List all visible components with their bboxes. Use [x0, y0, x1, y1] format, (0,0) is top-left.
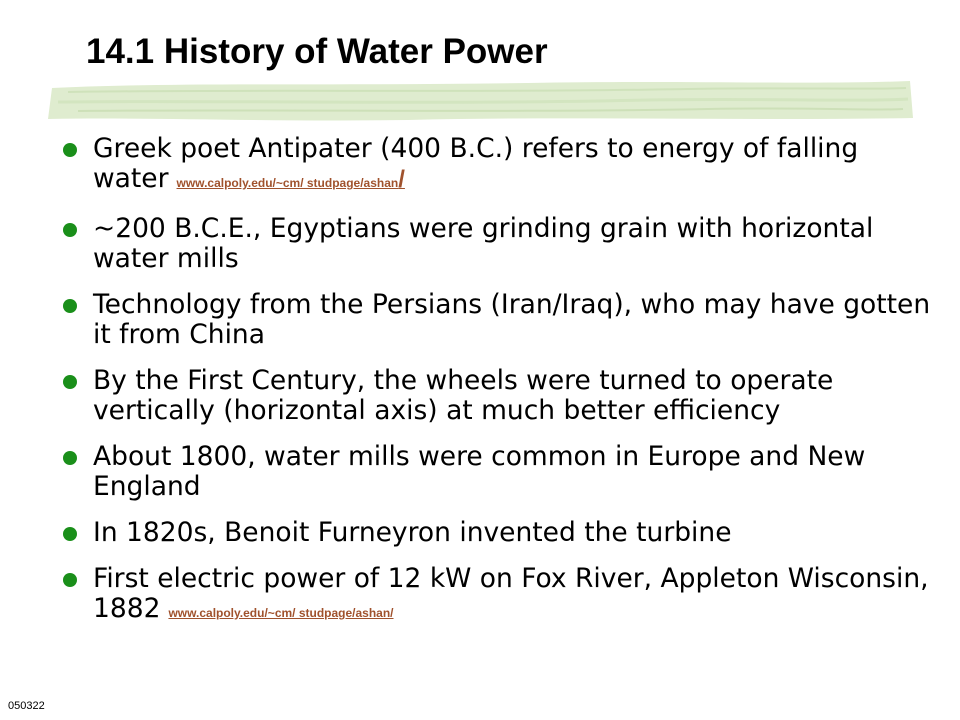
bullet-item: [60, 442, 940, 502]
bullet-text: Greek poet Antipater (400 B.C.) refers to energy of falling water: [93, 133, 859, 194]
source-link-text: www.calpoly.edu/~cm/ studpage/ashan: [176, 176, 399, 190]
source-link[interactable]: [168, 606, 393, 620]
bullet-item: [60, 134, 940, 198]
source-link[interactable]: [176, 166, 405, 193]
bullet-text: Technology from the Persians (Iran/Iraq), who may have gotten it from China: [93, 289, 931, 350]
bullet-item: [60, 564, 940, 628]
bullet-text: By the First Century, the wheels were turned to operate vertically (horizontal axis) at much better efficiency: [93, 365, 834, 426]
bullet-item: [60, 366, 940, 426]
bullet-item: [60, 290, 940, 350]
bullet-text: ~200 B.C.E., Egyptians were grinding grain with horizontal water mills: [93, 213, 874, 274]
bullet-item: [60, 214, 940, 274]
title-underline-brushstroke: [48, 78, 913, 122]
slide-number: 050322: [8, 700, 45, 712]
bullet-text: First electric power of 12 kW on Fox River, Appleton Wisconsin, 1882: [93, 563, 929, 624]
bullet-text: About 1800, water mills were common in Europe and New England: [93, 441, 866, 502]
source-link-tail: /: [398, 166, 405, 193]
source-link-text: www.calpoly.edu/~cm/ studpage/ashan/: [168, 606, 394, 620]
slide-title: 14.1 History of Water Power: [86, 32, 548, 71]
bullet-item: [60, 518, 940, 548]
bullet-list: [60, 134, 940, 644]
bullet-text: In 1820s, Benoit Furneyron invented the turbine: [93, 517, 732, 548]
